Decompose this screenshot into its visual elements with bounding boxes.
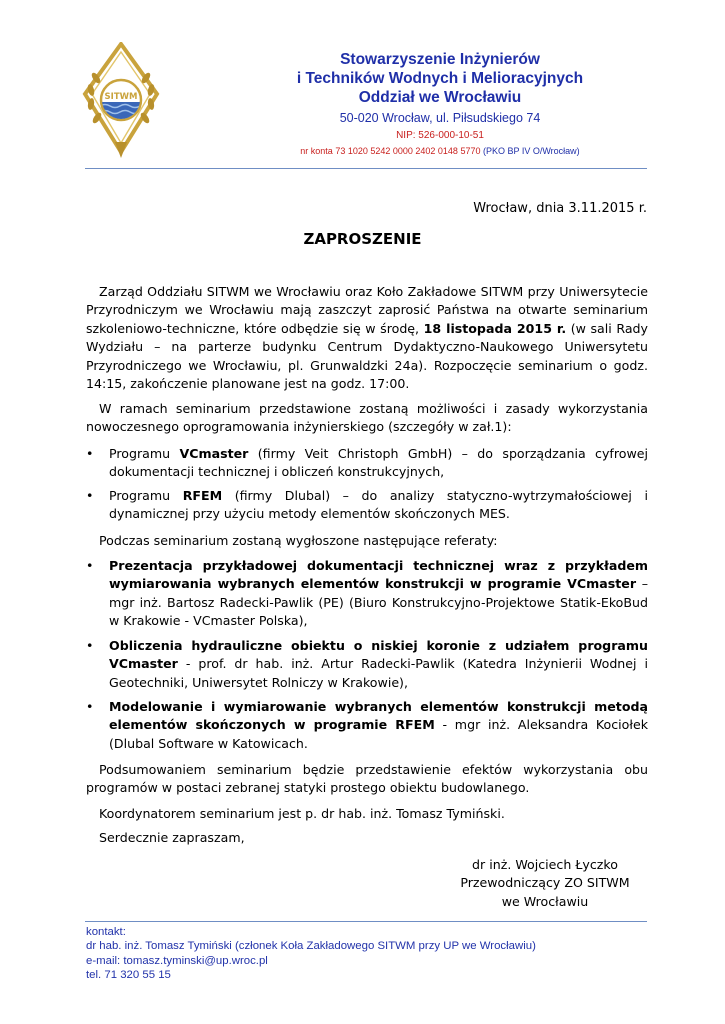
footer-rule	[85, 921, 647, 922]
contact-person: dr hab. inż. Tomasz Tymiński (członek Koła Zakładowego SITWM przy UP we Wrocławiu)	[86, 940, 536, 953]
list-item	[86, 487, 648, 524]
list-item	[86, 698, 648, 753]
talk-title: Prezentacja przykładowej dokumentacji technicznej wraz z przykładem wymiarowania wybranych elementów konstrukcji w programie VCmaster	[109, 558, 648, 592]
talk-speaker: – mgr inż. Bartosz Radecki-Pawlik (PE) (Biuro Konstrukcyjno-Projektowe Statik-EkoBud w Krakowie - VCmaster Polska),	[109, 576, 648, 629]
contact-block	[86, 925, 536, 982]
org-nip: NIP: 526-000-10-51	[396, 130, 484, 141]
paragraph-software: W ramach seminarium przedstawione zostaną możliwości i zasady wykorzystania nowoczesnego oprogramowania inżynierskiego (szczegóły w zał.1):	[86, 401, 648, 435]
signer-role: Przewodniczący ZO SITWM	[460, 875, 630, 891]
bullet-icon: •	[86, 558, 94, 573]
org-address: 50-020 Wrocław, ul. Piłsudskiego 74	[339, 111, 541, 125]
paragraph-intro	[86, 283, 648, 393]
bullet-icon: •	[86, 446, 94, 461]
branch-name: Oddział we Wrocławiu	[358, 89, 522, 106]
bullet-icon: •	[86, 638, 94, 653]
contact-label: kontakt:	[86, 926, 126, 938]
signer-name: dr inż. Wojciech Łyczko	[472, 857, 618, 872]
bullet-icon: •	[86, 488, 94, 503]
program-prefix: Programu	[109, 488, 183, 503]
sitwm-logo	[82, 42, 160, 160]
talk-title: Modelowanie i wymiarowanie wybranych elementów konstrukcji metodą elementów skończonych w programie RFEM	[109, 699, 648, 733]
program-name: RFEM	[182, 488, 223, 503]
document-title: ZAPROSZENIE	[303, 230, 422, 248]
paragraph-coordinator: Koordynatorem seminarium jest p. dr hab. inż. Tomasz Tymiński.	[99, 806, 505, 821]
list-item	[86, 637, 648, 692]
event-date: 18 listopada 2015 r.	[423, 320, 567, 336]
contact-phone: tel. 71 320 55 15	[86, 968, 171, 981]
program-desc: (firmy Veit Christoph GmbH) – do sporządzania cyfrowej dokumentacji technicznej i obliczeń konstrukcyjnych,	[109, 446, 649, 480]
document-date: Wrocław, dnia 3.11.2015 r.	[473, 201, 647, 216]
program-name: VCmaster	[179, 446, 249, 461]
org-name	[220, 50, 660, 88]
org-name-line1: Stowarzyszenie Inżynierów	[340, 51, 540, 68]
talk-speaker: - prof. dr hab. inż. Artur Radecki-Pawlik (Katedra Inżynierii Wodnej i Geotechniki, Uniwersytet Rolniczy w Krakowie),	[109, 656, 648, 690]
intro-text-b: (w sali Rady Wydziału – na parterze budynku Centrum Dydaktyczno-Naukowego Uniwersytetu Przyrodniczego we Wrocławiu, pl. Grunwaldzki 24a). Rozpoczęcie seminarium o godz. 14:15, zakończenie planowane jest na godz. 17:00.	[86, 320, 648, 392]
bank-account	[220, 146, 660, 156]
program-prefix: Programu	[109, 446, 180, 461]
paragraph-summary: Podsumowaniem seminarium będzie przedstawienie efektów wykorzystania obu programów w postaci zebranej statyki prostego obiektu budowlanego.	[86, 762, 648, 796]
contact-email[interactable]: e-mail: tomasz.tyminski@up.wroc.pl	[86, 954, 268, 967]
bank-name: (PKO BP IV O/Wrocław)	[482, 146, 580, 156]
logo-text: SITWM	[104, 92, 138, 102]
talk-speaker: - mgr inż. Aleksandra Kociołek (Dlubal Software w Katowicach.	[109, 717, 649, 751]
list-item	[86, 445, 648, 482]
program-desc: (firmy Dlubal) – do analizy statyczno-wytrzymałościowej i dynamicznej przy użyciu metody elementów skończonych MES.	[109, 488, 648, 522]
talk-title: Obliczenia hydrauliczne obiektu o niskiej koronie z udziałem programu VCmaster	[109, 638, 648, 672]
org-name-line2: i Techników Wodnych i Melioracyjnych	[296, 70, 584, 87]
list-item	[86, 557, 648, 631]
paragraph-closing: Serdecznie zapraszam,	[99, 830, 245, 845]
signature-block	[460, 856, 630, 911]
bullet-icon: •	[86, 699, 94, 714]
intro-text-a: Zarząd Oddziału SITWM we Wrocławiu oraz Koło Zakładowe SITWM przy Uniwersytecie Przyrodniczym we Wrocławiu mają zaszczyt zaprosić Państwa na otwarte seminarium szkoleniowo-techniczne, które odbędzie się w środę,	[86, 284, 648, 336]
paragraph-talks-intro: Podczas seminarium zostaną wygłoszone następujące referaty:	[99, 533, 498, 548]
signer-place: we Wrocławiu	[501, 893, 589, 909]
header-rule	[85, 168, 647, 169]
account-number: nr konta 73 1020 5242 0000 2402 0148 5770	[300, 146, 481, 156]
